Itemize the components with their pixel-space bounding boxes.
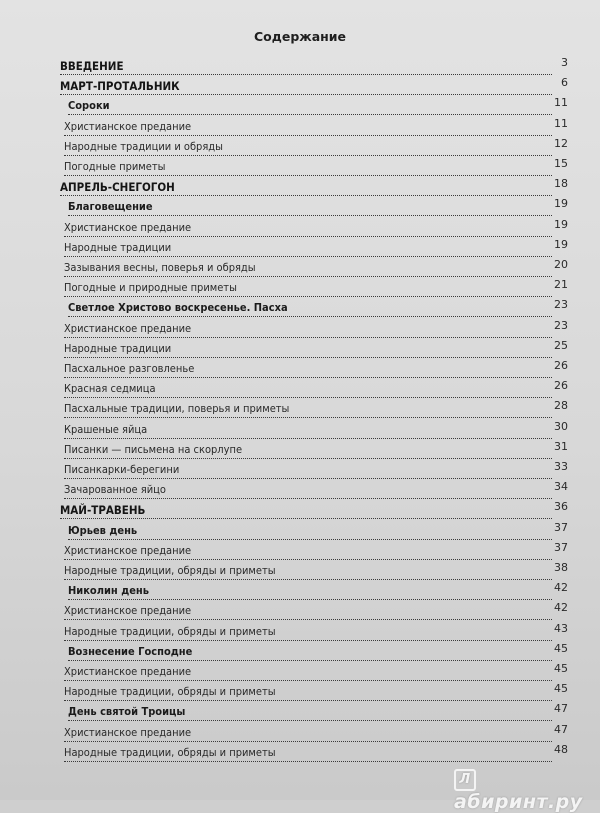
dot-leader (64, 700, 552, 701)
toc-entry (68, 99, 552, 115)
toc-entry (64, 120, 552, 136)
dot-leader (64, 377, 552, 378)
toc-page-number: 23 (554, 319, 568, 332)
toc-entry (64, 402, 552, 418)
toc-entry-label: День святой Троицы (68, 705, 186, 718)
toc-page-number: 11 (554, 117, 568, 130)
dot-leader (64, 579, 552, 580)
dot-leader (64, 741, 552, 742)
toc-page-number: 42 (554, 581, 568, 594)
toc-page-number: 47 (554, 702, 568, 715)
toc-entry-label: Народные традиции, обряды и приметы (64, 564, 276, 577)
dot-leader (64, 236, 552, 237)
toc-entry-label: Христианское предание (64, 322, 192, 335)
toc-page-number: 31 (554, 440, 568, 453)
toc-page-number: 45 (554, 682, 568, 695)
toc-page-number: 21 (554, 278, 568, 291)
toc-entry-label: Сороки (68, 99, 110, 112)
dot-leader (68, 599, 552, 600)
toc-entry-label: Благовещение (68, 200, 153, 213)
toc-entry (60, 180, 552, 196)
toc-page-number: 25 (554, 339, 568, 352)
toc-entry-label: Пасхальные традиции, поверья и приметы (64, 402, 290, 415)
toc-entry-label: Народные традиции, обряды и приметы (64, 625, 276, 638)
toc-entry (68, 301, 552, 317)
toc-page-number: 45 (554, 662, 568, 675)
dot-leader (64, 175, 552, 176)
toc-entry (64, 564, 552, 580)
toc-entry-label: Народные традиции (64, 342, 172, 355)
toc-page-number: 12 (554, 137, 568, 150)
toc-entry-label: Христианское предание (64, 544, 192, 557)
toc-entry (64, 423, 552, 439)
toc-entry-label: Народные традиции, обряды и приметы (64, 685, 276, 698)
toc-page-number: 19 (554, 238, 568, 251)
toc-entry (64, 221, 552, 237)
page-title: Содержание (253, 29, 347, 44)
toc-entry-label: Светлое Христово воскресенье. Пасха (68, 301, 288, 314)
dot-leader (64, 357, 552, 358)
toc-page-number: 28 (554, 399, 568, 412)
toc-page-number: 26 (554, 379, 568, 392)
dot-leader (64, 680, 552, 681)
toc-entry (64, 604, 552, 620)
toc-page-number: 19 (554, 218, 568, 231)
toc-entry (60, 59, 552, 75)
dot-leader (64, 559, 552, 560)
toc-page-number: 45 (554, 642, 568, 655)
toc-entry (60, 503, 552, 519)
toc-entry-label: МАРТ-ПРОТАЛЬНИК (60, 79, 180, 93)
toc-entry (64, 726, 552, 742)
toc-entry (64, 342, 552, 358)
toc-page-number: 26 (554, 359, 568, 372)
toc-entry (64, 665, 552, 681)
toc-entry-label: Красная седмица (64, 382, 156, 395)
toc-entry-label: Погодные приметы (64, 160, 166, 173)
dot-leader (64, 135, 552, 136)
toc-entry-label: МАЙ-ТРАВЕНЬ (60, 503, 146, 517)
toc-entry-label: Зазывания весны, поверья и обряды (64, 261, 256, 274)
dot-leader (64, 276, 552, 277)
dot-leader (60, 74, 552, 75)
watermark-text: абиринт.ру (454, 791, 583, 813)
toc-page-number: 47 (554, 723, 568, 736)
toc-entry-label: Писанки — письмена на скорлупе (64, 443, 243, 456)
toc-page-number: 37 (554, 521, 568, 534)
dot-leader (60, 94, 552, 95)
toc-entry-label: Христианское предание (64, 221, 192, 234)
toc-page-number: 6 (561, 76, 568, 89)
toc-page-number: 36 (554, 500, 568, 513)
toc-entry-label: Христианское предание (64, 665, 192, 678)
toc-page-number: 23 (554, 298, 568, 311)
toc-entry-label: Крашеные яйца (64, 423, 148, 436)
toc-entry (64, 281, 552, 297)
toc-entry-label: Народные традиции (64, 241, 172, 254)
toc-page-number: 15 (554, 157, 568, 170)
toc-entry-label: Христианское предание (64, 120, 192, 133)
toc-entry-label: Христианское предание (64, 726, 192, 739)
dot-leader (64, 458, 552, 459)
toc-page-number: 11 (554, 96, 568, 109)
toc-page-number: 18 (554, 177, 568, 190)
toc-entry-label: Народные традиции и обряды (64, 140, 223, 153)
dot-leader (60, 195, 552, 196)
dot-leader (68, 539, 552, 540)
toc-entry-label: Юрьев день (68, 524, 138, 537)
toc-entry-label: Зачарованное яйцо (64, 483, 166, 496)
dot-leader (64, 296, 552, 297)
dot-leader (64, 256, 552, 257)
toc-page-number: 43 (554, 622, 568, 635)
toc-entry-label: Вознесение Господне (68, 645, 193, 658)
toc-page-number: 48 (554, 743, 568, 756)
toc-entry-label: ВВЕДЕНИЕ (60, 59, 124, 73)
toc-entry (64, 544, 552, 560)
dot-leader (64, 397, 552, 398)
toc-entry (68, 524, 552, 540)
toc-entry (64, 483, 552, 499)
dot-leader (68, 720, 552, 721)
toc-entry (64, 241, 552, 257)
toc-entry-label: Погодные и природные приметы (64, 281, 237, 294)
toc-entry (64, 382, 552, 398)
dot-leader (64, 640, 552, 641)
dot-leader (68, 114, 552, 115)
dot-leader (64, 619, 552, 620)
toc-entry (68, 200, 552, 216)
dot-leader (64, 438, 552, 439)
dot-leader (64, 761, 552, 762)
toc-page-number: 33 (554, 460, 568, 473)
dot-leader (64, 478, 552, 479)
dot-leader (64, 155, 552, 156)
dot-leader (68, 660, 552, 661)
toc-page-number: 42 (554, 601, 568, 614)
toc-page-number: 3 (561, 56, 568, 69)
toc-entry (64, 685, 552, 701)
toc-entry (64, 140, 552, 156)
dot-leader (68, 215, 552, 216)
toc-entry (68, 705, 552, 721)
toc-page-number: 30 (554, 420, 568, 433)
toc-entry (64, 463, 552, 479)
toc-entry-label: Пасхальное разговленье (64, 362, 195, 375)
dot-leader (64, 337, 552, 338)
toc-page-number: 19 (554, 197, 568, 210)
toc-entry (64, 746, 552, 762)
toc-entry (64, 322, 552, 338)
toc-entry-label: АПРЕЛЬ-СНЕГОГОН (60, 180, 175, 194)
toc-entry (68, 584, 552, 600)
toc-entry-label: Николин день (68, 584, 150, 597)
toc-entry (60, 79, 552, 95)
toc-page-number: 34 (554, 480, 568, 493)
toc-page-number: 20 (554, 258, 568, 271)
dot-leader (64, 417, 552, 418)
toc-entry-label: Народные традиции, обряды и приметы (64, 746, 276, 759)
toc-entry (64, 443, 552, 459)
toc-entry (64, 625, 552, 641)
toc-entry-label: Христианское предание (64, 604, 192, 617)
toc-page-number: 37 (554, 541, 568, 554)
toc-page-number: 38 (554, 561, 568, 574)
dot-leader (68, 316, 552, 317)
dot-leader (64, 498, 552, 499)
toc-entry-label: Писанкарки-берегини (64, 463, 180, 476)
toc-entry (64, 261, 552, 277)
toc-entry (64, 362, 552, 378)
labirint-watermark (454, 763, 600, 813)
toc-entry (68, 645, 552, 661)
labirint-logo-icon: Л (454, 769, 476, 791)
toc-entry (64, 160, 552, 176)
dot-leader (60, 518, 552, 519)
